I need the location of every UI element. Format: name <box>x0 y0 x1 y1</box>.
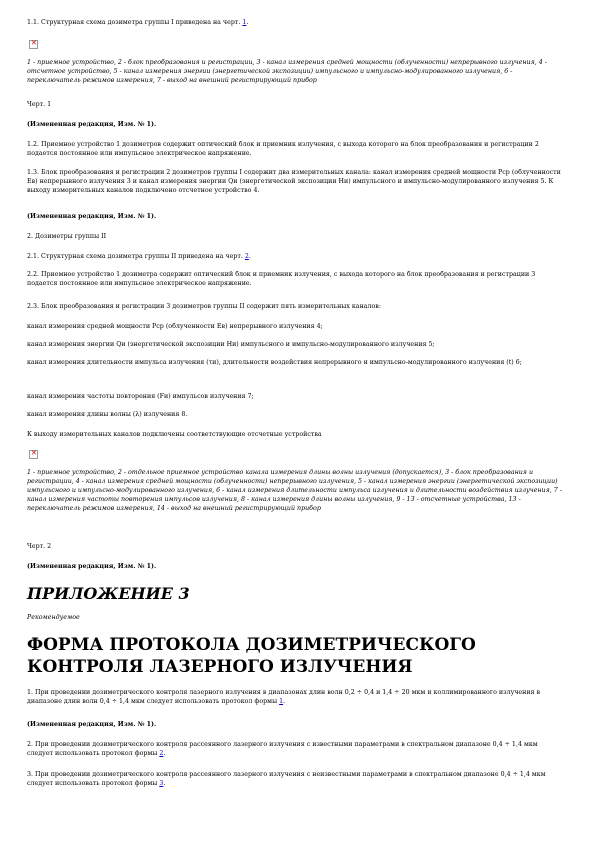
channel-item: канал измерения длительности импульса излучения (τи), длительности воздействия непрерывного и импульсно-модулированного излучения (t) 6; <box>27 359 522 366</box>
channel-item: канал измерения средней мощности Pср (облученности Eв) непрерывного излучения 4; <box>27 323 323 330</box>
figure-1-label: Черт. 1 <box>27 101 52 108</box>
figure-2-label: Черт. 2 <box>27 543 52 550</box>
appendix-heading: ПРИЛОЖЕНИЕ 3 <box>27 584 190 603</box>
form-item-2: 2. При проведении дозиметрического контроля рассеянного лазерного излучения с известными параметрами в спектральном диапазоне 0,4 ÷ 1,4 мкм следует использовать протокол формы 2. <box>27 741 538 757</box>
form-title: ФОРМА ПРОТОКОЛА ДОЗИМЕТРИЧЕСКОГО КОНТРОЛЯ ЛАЗЕРНОГО ИЗЛУЧЕНИЯ <box>27 635 476 677</box>
form-item-1: 1. При проведении дозиметрического контроля лазерного излучения в диапазонах длин волн 0,2 ÷ 0,4 и 1,4 ÷ 20 мкм и коллимированного излучения в диапазоне длин волн 0,4 ÷ 1,4 мкм следует использовать протокол формы 1. <box>27 689 541 705</box>
channel-item: канал измерения энергии Qи (энергетической экспозиции Hи) импульсного и импульсно-модулированного излучения 5; <box>27 341 435 348</box>
broken-image-icon: ✕ <box>31 39 37 47</box>
revision-note: (Измененная редакция, Изм. № 1). <box>27 121 157 128</box>
paragraph-1-2: 1.2. Приемное устройство 1 дозиметров содержит оптический блок и приемник излучения, с выхода которого на блок преобразования и регистрации 2 подается постоянное или импульсное электрическое напряжение. <box>27 141 539 157</box>
link-form-2[interactable]: 2 <box>159 750 164 757</box>
form-item-3: 3. При проведении дозиметрического контроля рассеянного лазерного излучения с неизвестными параметрами в спектральном диапазоне 0,4 ÷ 1,4 мкм следует использовать протокол формы 3. <box>27 771 546 787</box>
link-figure-1[interactable]: 1 <box>242 19 247 26</box>
link-figure-2[interactable]: 2 <box>244 253 249 260</box>
channel-item: канал измерения длины волны (λ) излучения 8. <box>27 411 188 418</box>
figure-2-caption: 1 - приемное устройство, 2 - отдельное приемное устройство канала измерения длины волны излучения (допускается), 3 - блок преобразования и регистрации, 4 - канал измерения средней мощности (облученности) непрерывного излучения, 5 - канал измерения энергии (энергетической экспозиции) импульсного и импульсно-модулированного излучения, 6 - канал измерения длительности импульса излучения и длительности воздействия излучения, 7 - канал измерения частоты повторения импульсов излучения, 8 - канал измерения длины волны излучения, 9 - 13 - отсчетные устройства, 13 - переключатель режимов измерения, 14 - выход на внешний регистрирующий прибор <box>27 469 562 512</box>
paragraph-1-1: 1.1. Структурная схема дозиметра группы I приведена на черт. 1. <box>27 19 249 26</box>
paragraph-2-3: 2.3. Блок преобразования и регистрации 3 дозиметров группы II содержит пять измерительных каналов: <box>27 303 381 310</box>
link-form-1[interactable]: 1 <box>279 698 284 705</box>
channel-outputs-note: К выходу измерительных каналов подключены соответствующие отсчетные устройства <box>27 431 322 438</box>
revision-note: (Измененная редакция, Изм. № 1). <box>27 563 157 570</box>
broken-image-icon: ✕ <box>31 449 37 457</box>
revision-note: (Измененная редакция, Изм. № 1). <box>27 721 157 728</box>
channel-item: канал измерения частоты повторения (Fи) импульсов излучения 7; <box>27 393 254 400</box>
section-2-heading: 2. Дозиметры группы II <box>27 233 107 240</box>
paragraph-2-2: 2.2. Приемное устройство 1 дозиметра содержит оптический блок и приемник излучения, с выхода которого на блок преобразования и регистрации 3 подается постоянное или импульсное электрическое напряжение. <box>27 271 536 287</box>
paragraph-1-3: 1.3. Блок преобразования и регистрации 2 дозиметров группы I содержит два измерительных канала: канал измерения средней мощности Pср (облученности Eв) непрерывного излучения 3 и канал измерения энергии Qи (энергетической экспозиции Hи) импульсного и импульсно-модулированного излучения 5. К выходу измерительных каналов подключено отсчетное устройство 4. <box>27 169 561 194</box>
figure-1-caption: 1 - приемное устройство, 2 - блок преобразования и регистрации, 3 - канал измерения средней мощности (облученности) непрерывного излучения, 4 - отсчетное устройство, 5 - канал измерения энергии (энергетической экспозиции) импульсного и импульсно-модулированного излучения, 6 - переключатель режимов измерения, 7 - выход на внешний регистрирующий прибор <box>27 59 547 84</box>
revision-note: (Измененная редакция, Изм. № 1). <box>27 213 157 220</box>
link-form-3[interactable]: 3 <box>159 780 164 787</box>
paragraph-2-1: 2.1. Структурная схема дозиметра группы II приведена на черт. 2. <box>27 253 251 260</box>
recommended-label: Рекомендуемое <box>27 614 80 621</box>
